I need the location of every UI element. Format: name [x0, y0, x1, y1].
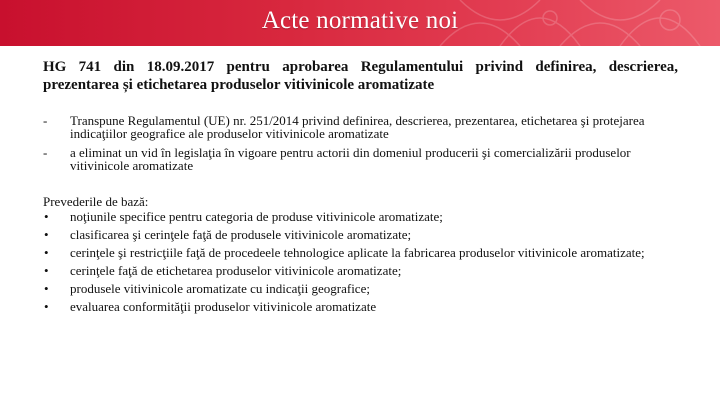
summary-list — [43, 114, 678, 172]
bullet-icon: • — [44, 208, 49, 224]
bullet-icon: • — [44, 298, 49, 314]
page-title: Acte normative noi — [261, 7, 459, 34]
list-item-text: cerinţele şi restricţiile faţă de procedeele tehnologice aplicate la fabricarea produselor vitivinicole aromatizate; — [70, 244, 645, 260]
dash-marker: - — [43, 113, 48, 128]
bullet-icon: • — [44, 280, 49, 296]
main-content — [43, 58, 678, 318]
list-item-text: noţiunile specifice pentru categoria de produse vitivinicole aromatizate; — [70, 208, 443, 224]
list-item — [43, 210, 678, 223]
list-item — [43, 228, 678, 241]
list-item-text: Transpune Regulamentul (UE) nr. 251/2014 privind definirea, descrierea, prezentarea, etichetarea şi protejarea indicaţiilor geografice ale produselor vitivinicole aromatizate — [70, 113, 645, 141]
provisions-intro: Prevederile de bază: — [43, 194, 149, 209]
bullet-icon: • — [44, 244, 49, 260]
bullet-icon: • — [44, 226, 49, 242]
dash-marker: - — [43, 145, 48, 160]
list-item — [43, 114, 678, 140]
list-item — [43, 146, 678, 172]
list-item-text: a eliminat un vid în legislaţia în vigoare pentru actorii din domeniul producerii şi comercializării produselor vitivinicole aromatizate — [70, 145, 631, 173]
list-item — [43, 300, 678, 313]
list-item — [43, 282, 678, 295]
provisions-list — [43, 210, 678, 313]
document-headline: HG 741 din 18.09.2017 pentru aprobarea Regulamentului privind definirea, descrierea, prezentarea și etichetarea produselor vitivinicole aromatizate — [43, 59, 678, 93]
list-item-text: clasificarea şi cerinţele faţă de produsele vitivinicole aromatizate; — [70, 226, 412, 242]
bullet-icon: • — [44, 262, 49, 278]
list-item — [43, 246, 678, 259]
list-item — [43, 264, 678, 277]
list-item-text: cerinţele faţă de etichetarea produselor vitivinicole aromatizate; — [70, 262, 402, 278]
header-banner — [0, 0, 720, 46]
list-item-text: evaluarea conformităţii produselor vitivinicole aromatizate — [70, 298, 377, 314]
list-item-text: produsele vitivinicole aromatizate cu indicaţii geografice; — [70, 280, 370, 296]
